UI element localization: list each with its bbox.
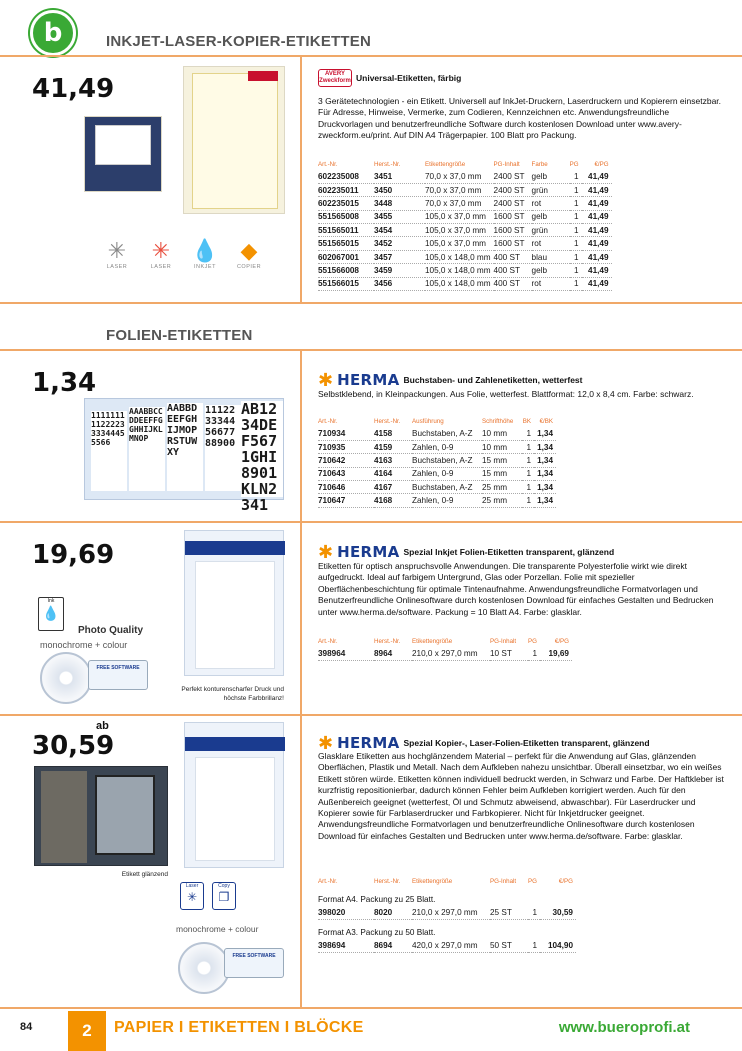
product-row-a4 xyxy=(318,906,576,920)
table-cell: 710647 xyxy=(318,494,374,507)
photo-quality-label: Photo Quality xyxy=(78,625,143,636)
table-cell: 41,49 xyxy=(582,224,612,237)
product-table: Art.-Nr. Herst.-Nr. Etikettengröße PG-Inhalt PG €/PG 398964 8964 210,0 x 297,0 mm 10 ST 1 19,69 xyxy=(318,637,572,661)
inkjet-icon: 💧 INKJET xyxy=(191,238,219,270)
table-cell: 710646 xyxy=(318,481,374,494)
table-cell: 10 ST xyxy=(490,647,528,660)
table-cell: 3451 xyxy=(374,170,425,183)
product-heading xyxy=(318,371,582,389)
brand-logo: b xyxy=(30,10,76,56)
table-cell: 1 xyxy=(522,454,534,467)
table-cell: 4164 xyxy=(374,467,412,480)
table-cell: 41,49 xyxy=(582,237,612,250)
divider xyxy=(0,302,742,304)
table-cell: Zahlen, 0-9 xyxy=(412,440,482,453)
table-cell: 1,34 xyxy=(534,427,556,440)
column-divider xyxy=(300,57,302,303)
image-caption: Perfekt konturenscharfer Druck und höchste Farbbrillanz! xyxy=(181,686,284,702)
price: 30,59 xyxy=(32,731,115,761)
table-cell: 710643 xyxy=(318,467,374,480)
table-cell: 1 xyxy=(528,647,540,660)
table-cell: 602235008 xyxy=(318,170,374,183)
table-cell: 4158 xyxy=(374,427,412,440)
monochrome-colour-label: monochrome + colour xyxy=(40,640,128,650)
table-row xyxy=(318,454,556,467)
table-cell: 41,49 xyxy=(582,210,612,223)
table-cell: 1 xyxy=(570,224,582,237)
table-cell: 41,49 xyxy=(582,250,612,263)
table-cell: 8964 xyxy=(374,647,412,660)
chapter-number: 2 xyxy=(68,1011,106,1051)
table-cell: gelb xyxy=(532,264,570,277)
product-table: Art.-Nr. Herst.-Nr. Ausführung Schrifthöhe BK €/BK 710934 4158 Buchstaben, A-Z 10 mm 1 1,34 710935 4159 Zahlen, 0-9 10 mm 1 1,34 710642 4163 Buchstaben, A-Z 15 mm 1 1,34 710643 4164 Zahlen, 0-9 15 mm 1 1,34 710646 4167 Buchstaben, A-Z 25 mm 1 1,34 710647 4168 Zahlen, 0-9 25 mm 1 1,34 xyxy=(318,417,556,508)
ink-icon: Ink 💧 xyxy=(38,597,64,631)
table-cell: Buchstaben, A-Z xyxy=(412,454,482,467)
table-cell: 105,0 x 37,0 mm xyxy=(425,237,494,250)
table-cell: 25 mm xyxy=(482,494,522,507)
herma-star-icon: ✱ xyxy=(318,370,334,390)
table-row xyxy=(318,183,612,196)
table-cell: 1600 ST xyxy=(494,224,532,237)
product-row-a3 xyxy=(318,939,576,953)
product-image xyxy=(183,66,285,214)
product-title: Universal-Etiketten, färbig xyxy=(356,73,462,83)
table-cell: 710642 xyxy=(318,454,374,467)
product-image-detail xyxy=(84,116,162,192)
table-cell: 70,0 x 37,0 mm xyxy=(425,183,494,196)
table-cell: 1600 ST xyxy=(494,210,532,223)
product-description: Glasklare Etiketten aus hochglänzendem Material – perfekt für die Anwendung auf Glas, glänzenden Oberflächen, Plastik und Metall. Nach dem Aufkleben nahezu unsichtbar. Überall einsetzbar, wo ein weißes Etikett stören würde. Etiketten können individuell bedruckt werden, in Schwarz und Farbe. Der Haftkleber ist kurzfristig repositionierbar, dadurch können Fehler beim Aufkleben korrigiert werden. Auch für den Außenbereich geeignet (wetterfest, Öl und Schmutz abweisend, abwaschbar). Für Laserdrucker und Kopierer sowie für Farblaserdrucker und Farbkopierer. Nicht für Inkjetdrucker geeignet. Anwendungsfreundliche Formatvorlagen und benutzerfreundliche Onlinesoftware durch kostenlosen Download für einfaches Gestalten und Bedrucken unter www.herma.de/software. Farbe: glasklar. xyxy=(318,751,724,841)
table-cell: rot xyxy=(532,237,570,250)
table-cell: 4168 xyxy=(374,494,412,507)
laser-icon: Laser ✳ xyxy=(180,882,204,910)
chapter-title: PAPIER I ETIKETTEN I BLÖCKE xyxy=(114,1019,364,1036)
format-note-a4: Format A4. Packung zu 25 Blatt. xyxy=(318,895,436,904)
table-cell: 1 xyxy=(570,264,582,277)
table-cell: 602067001 xyxy=(318,250,374,263)
product-title: Buchstaben- und Zahlenetiketten, wetterfest xyxy=(403,375,583,385)
section-title-inkjet: INKJET-LASER-KOPIER-ETIKETTEN xyxy=(106,33,371,50)
section-title-folien: FOLIEN-ETIKETTEN xyxy=(106,327,253,344)
table-cell: 1 xyxy=(570,277,582,290)
product-description: 3 Gerätetechnologien - ein Etikett. Universell auf InkJet-Druckern, Laserdruckern und Kopierern einsetzbar. Für Adresse, Hinweise, Vermerke, zum Codieren, Kennzeichnen etc. Anwendungsfreundliche Druckvorlagen und benutzerfreundliche Software durch kostenlosen Download unter www.avery-zweckform.eu/print. Auf DIN A4 Trägerpapier. 100 Blatt pro Packung. xyxy=(318,96,722,141)
price-prefix: ab xyxy=(96,720,109,732)
table-cell: 1,34 xyxy=(534,454,556,467)
table-cell: 19,69 xyxy=(540,647,572,660)
product-heading xyxy=(318,734,650,752)
table-cell: 1 xyxy=(522,427,534,440)
table-cell: 551566008 xyxy=(318,264,374,277)
product-title: Spezial Inkjet Folien-Etiketten transparent, glänzend xyxy=(403,547,615,557)
table-row xyxy=(318,264,612,277)
table-cell: 551565015 xyxy=(318,237,374,250)
column-divider xyxy=(300,523,302,715)
table-cell: 15 mm xyxy=(482,467,522,480)
table-cell: 105,0 x 37,0 mm xyxy=(425,210,494,223)
product-image: 1111111112222333344455566 AAABBCCDDEEFFGGHHIJKLMNOP AABBDEEFGHIJMOPRSTUWXY 11122333445667788900 AB1234DEF5671GHI8901KLN2341 xyxy=(84,398,284,500)
table-cell: 4159 xyxy=(374,440,412,453)
column-divider xyxy=(300,716,302,1008)
free-software-badge: FREE SOFTWARE xyxy=(224,948,284,978)
copier-icon: ◆ COPIER xyxy=(236,238,262,270)
cd-icon xyxy=(40,652,92,704)
divider xyxy=(0,55,742,57)
table-cell: 1,34 xyxy=(534,467,556,480)
table-cell: Buchstaben, A-Z xyxy=(412,427,482,440)
table-cell: 602235015 xyxy=(318,197,374,210)
table-cell: 2400 ST xyxy=(494,170,532,183)
product-description: Selbstklebend, in Kleinpackungen. Aus Folie, wetterfest. Blattformat: 12,0 x 8,4 cm. Farbe: schwarz. xyxy=(318,389,694,399)
product-image xyxy=(184,722,284,868)
table-cell: 551565011 xyxy=(318,224,374,237)
table-cell: 3455 xyxy=(374,210,425,223)
table-row xyxy=(318,277,612,290)
table-cell: blau xyxy=(532,250,570,263)
herma-logo: HERMA xyxy=(337,371,400,389)
table-cell: 10 mm xyxy=(482,427,522,440)
table-cell: 105,0 x 148,0 mm xyxy=(425,277,494,290)
divider xyxy=(0,349,742,351)
table-cell: 1 xyxy=(570,183,582,196)
table-cell: 400 ST xyxy=(494,250,532,263)
divider xyxy=(0,521,742,523)
table-cell: 3448 xyxy=(374,197,425,210)
free-software-badge: FREE SOFTWARE xyxy=(88,660,148,690)
table-cell: 1,34 xyxy=(534,481,556,494)
table-cell: 41,49 xyxy=(582,170,612,183)
product-image xyxy=(184,530,284,676)
table-cell: 70,0 x 37,0 mm xyxy=(425,197,494,210)
monochrome-colour-label: monochrome + colour xyxy=(176,924,259,934)
table-cell: 1 xyxy=(570,170,582,183)
table-cell: 41,49 xyxy=(582,197,612,210)
table-cell: 3457 xyxy=(374,250,425,263)
table-cell: 551566015 xyxy=(318,277,374,290)
product-photo xyxy=(34,766,168,866)
avery-logo: AVERY Zweckform xyxy=(318,69,352,87)
herma-star-icon: ✱ xyxy=(318,733,334,753)
table-row: 398020 8020 210,0 x 297,0 mm 25 ST 1 30,59 xyxy=(318,906,576,919)
product-table: Art.-Nr. Herst.-Nr. Etikettengröße PG-Inhalt Farbe PG €/PG 602235008 3451 70,0 x 37,0 mm 2400 ST gelb 1 41,49 602235011 3450 70,0 x 37,0 mm 2400 ST grün 1 41,49 602235015 3448 70,0 x 37,0 mm 2400 ST rot 1 41,49 551565008 3455 105,0 x 37,0 mm 1600 ST gelb 1 41,49 551565011 3454 105,0 x 37,0 mm 1600 ST grün 1 41,49 551565015 3452 105,0 x 37,0 mm 1600 ST rot 1 41,49 602067001 3457 105,0 x 148,0 mm 400 ST blau 1 41,49 551566008 3459 105,0 x 148,0 mm 400 ST gelb 1 41,49 551566015 3456 105,0 x 148,0 mm 400 ST rot 1 41,49 xyxy=(318,160,612,291)
table-cell: 41,49 xyxy=(582,183,612,196)
table-cell: 1 xyxy=(570,237,582,250)
format-note-a3: Format A3. Packung zu 50 Blatt. xyxy=(318,928,436,937)
table-cell: 210,0 x 297,0 mm xyxy=(412,647,490,660)
table-row xyxy=(318,250,612,263)
table-cell: Zahlen, 0-9 xyxy=(412,467,482,480)
table-cell: 3459 xyxy=(374,264,425,277)
price: 19,69 xyxy=(32,540,115,570)
table-cell: 1,34 xyxy=(534,440,556,453)
laser-icon: ✳ LASER xyxy=(106,238,128,270)
table-cell: grün xyxy=(532,183,570,196)
table-cell: 398964 xyxy=(318,647,374,660)
herma-logo: HERMA xyxy=(337,734,400,752)
table-row xyxy=(318,481,556,494)
herma-star-icon: ✱ xyxy=(318,542,334,562)
laser-color-icon: ✳ LASER xyxy=(150,238,172,270)
table-row xyxy=(318,224,612,237)
table-cell: 1 xyxy=(522,440,534,453)
table-cell: 710934 xyxy=(318,427,374,440)
table-cell: 2400 ST xyxy=(494,183,532,196)
table-row xyxy=(318,170,612,183)
table-row xyxy=(318,210,612,223)
table-cell: 15 mm xyxy=(482,454,522,467)
table-cell: 105,0 x 148,0 mm xyxy=(425,264,494,277)
table-cell: 2400 ST xyxy=(494,197,532,210)
table-row: 398694 8694 420,0 x 297,0 mm 50 ST 1 104,90 xyxy=(318,939,576,952)
table-cell: 400 ST xyxy=(494,277,532,290)
product-heading xyxy=(318,69,461,87)
table-cell: gelb xyxy=(532,210,570,223)
table-cell: 1 xyxy=(522,494,534,507)
table-cell: 1,34 xyxy=(534,494,556,507)
table-cell: 400 ST xyxy=(494,264,532,277)
table-cell: rot xyxy=(532,277,570,290)
table-cell: 105,0 x 148,0 mm xyxy=(425,250,494,263)
product-title: Spezial Kopier-, Laser-Folien-Etiketten transparent, glänzend xyxy=(403,738,650,748)
table-cell: 602235011 xyxy=(318,183,374,196)
table-row xyxy=(318,647,572,660)
table-cell: 3450 xyxy=(374,183,425,196)
table-cell: 1 xyxy=(570,250,582,263)
product-heading xyxy=(318,543,614,561)
table-cell: 41,49 xyxy=(582,264,612,277)
divider xyxy=(0,714,742,716)
table-row xyxy=(318,237,612,250)
table-cell: grün xyxy=(532,224,570,237)
technology-icons xyxy=(96,228,270,270)
copy-icon: Copy ❐ xyxy=(212,882,236,910)
table-cell: rot xyxy=(532,197,570,210)
table-row xyxy=(318,494,556,507)
divider xyxy=(0,1007,742,1009)
table-cell: 3456 xyxy=(374,277,425,290)
table-cell: 41,49 xyxy=(582,277,612,290)
table-cell: 70,0 x 37,0 mm xyxy=(425,170,494,183)
table-cell: 10 mm xyxy=(482,440,522,453)
table-cell: 4163 xyxy=(374,454,412,467)
table-row xyxy=(318,197,612,210)
cd-icon xyxy=(178,942,230,994)
table-cell: 1 xyxy=(522,481,534,494)
table-cell: gelb xyxy=(532,170,570,183)
table-cell: 105,0 x 37,0 mm xyxy=(425,224,494,237)
table-cell: 1600 ST xyxy=(494,237,532,250)
table-cell: 4167 xyxy=(374,481,412,494)
table-cell: 710935 xyxy=(318,440,374,453)
image-caption: Etikett glänzend xyxy=(121,871,168,878)
website-link[interactable]: www.bueroprofi.at xyxy=(558,1019,690,1036)
product-description: Etiketten für optisch anspruchsvolle Anwendungen. Die transparente Polyesterfolie wirkt wie direkt aufgedruckt. Ideal auf farbigem Untergrund, Glas oder Porzellan. Folie mit spezieller Oberflächenbeschichtung für optimale Tintenaufnahme. Anwendungsfreundliche Formatvorlagen und Benutzerfreundliche Onlinesoftware durch kostenlosen Download für einfaches Gestalten und Bedrucken unter www.herma.de/software. Packung = 10 Blatt A4. Farbe: glasklar. xyxy=(318,561,714,617)
table-cell: 1 xyxy=(522,467,534,480)
table-cell: 1 xyxy=(570,210,582,223)
price: 41,49 xyxy=(32,74,115,104)
table-cell: 25 mm xyxy=(482,481,522,494)
table-row xyxy=(318,467,556,480)
table-row xyxy=(318,427,556,440)
table-row xyxy=(318,440,556,453)
table-cell: Buchstaben, A-Z xyxy=(412,481,482,494)
table-cell: Zahlen, 0-9 xyxy=(412,494,482,507)
price: 1,34 xyxy=(32,368,97,398)
herma-logo: HERMA xyxy=(337,543,400,561)
page-number: 84 xyxy=(20,1021,33,1033)
product-table-header: Art.-Nr. Herst.-Nr. Etikettengröße PG-Inhalt PG €/PG xyxy=(318,878,573,885)
table-cell: 551565008 xyxy=(318,210,374,223)
table-cell: 1 xyxy=(570,197,582,210)
table-cell: 3454 xyxy=(374,224,425,237)
table-cell: 3452 xyxy=(374,237,425,250)
column-divider xyxy=(300,351,302,521)
